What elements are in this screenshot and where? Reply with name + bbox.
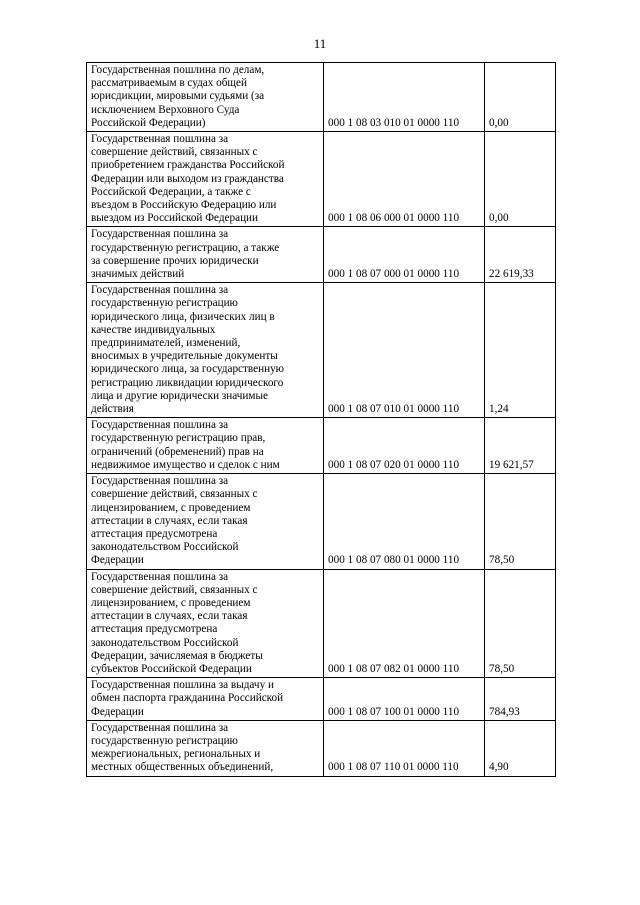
page-number: 11 xyxy=(313,36,327,51)
row-code: 000 1 08 07 020 01 0000 110 xyxy=(324,418,485,474)
row-sum: 78,50 xyxy=(485,569,556,678)
row-code: 000 1 08 07 000 01 0000 110 xyxy=(324,227,485,283)
table-row xyxy=(87,569,556,678)
row-name: Государственная пошлина за государственную регистрацию юридического лица, физических лиц в качестве индивидуальных предпринимателей, изменений, вносимых в учредительные документы юридического лица, за государственную регистрацию ликвидации юридического лица и другие юридически значимые действия xyxy=(87,283,324,418)
table-row xyxy=(87,63,556,132)
row-code: 000 1 08 07 010 01 0000 110 xyxy=(324,283,485,418)
row-sum: 19 621,57 xyxy=(485,418,556,474)
table-row xyxy=(87,283,556,418)
row-sum: 4,90 xyxy=(485,720,556,776)
row-name: Государственная пошлина за государственную регистрацию прав, ограничений (обременений) прав на недвижимое имущество и сделок с ним xyxy=(87,418,324,474)
revenue-table xyxy=(86,62,556,777)
row-name: Государственная пошлина за совершение действий, связанных с приобретением гражданства Российской Федерации или выходом из гражданства Российской Федерации, а также с въездом в Российскую Федерацию или выездом из Российской Федерации xyxy=(87,132,324,227)
row-code: 000 1 08 07 080 01 0000 110 xyxy=(324,474,485,569)
row-sum: 22 619,33 xyxy=(485,227,556,283)
row-name: Государственная пошлина за совершение действий, связанных с лицензированием, с проведением аттестации в случаях, если такая аттестация предусмотрена законодательством Российской Федерации, зачисляемая в бюджеты субъектов Российской Федерации xyxy=(87,569,324,678)
row-name: Государственная пошлина по делам, рассматриваемым в судах общей юрисдикции, мировыми судьями (за исключением Верховного Суда Российской Федерации) xyxy=(87,63,324,132)
row-sum: 78,50 xyxy=(485,474,556,569)
row-code: 000 1 08 07 110 01 0000 110 xyxy=(324,720,485,776)
table-row xyxy=(87,227,556,283)
row-sum: 784,93 xyxy=(485,678,556,721)
table-row xyxy=(87,678,556,721)
row-sum: 0,00 xyxy=(485,63,556,132)
row-code: 000 1 08 03 010 01 0000 110 xyxy=(324,63,485,132)
table-row xyxy=(87,132,556,227)
row-code: 000 1 08 07 082 01 0000 110 xyxy=(324,569,485,678)
row-code: 000 1 08 07 100 01 0000 110 xyxy=(324,678,485,721)
row-name: Государственная пошлина за государственную регистрацию, а также за совершение прочих юридически значимых действий xyxy=(87,227,324,283)
row-sum: 1,24 xyxy=(485,283,556,418)
row-name: Государственная пошлина за государственную регистрацию межрегиональных, региональных и местных общественных объединений, xyxy=(87,720,324,776)
row-code: 000 1 08 06 000 01 0000 110 xyxy=(324,132,485,227)
row-name: Государственная пошлина за совершение действий, связанных с лицензированием, с проведением аттестации в случаях, если такая аттестация предусмотрена законодательством Российской Федерации xyxy=(87,474,324,569)
table-row xyxy=(87,418,556,474)
row-name: Государственная пошлина за выдачу и обмен паспорта гражданина Российской Федерации xyxy=(87,678,324,721)
table-row xyxy=(87,720,556,776)
table-row xyxy=(87,474,556,569)
row-sum: 0,00 xyxy=(485,132,556,227)
